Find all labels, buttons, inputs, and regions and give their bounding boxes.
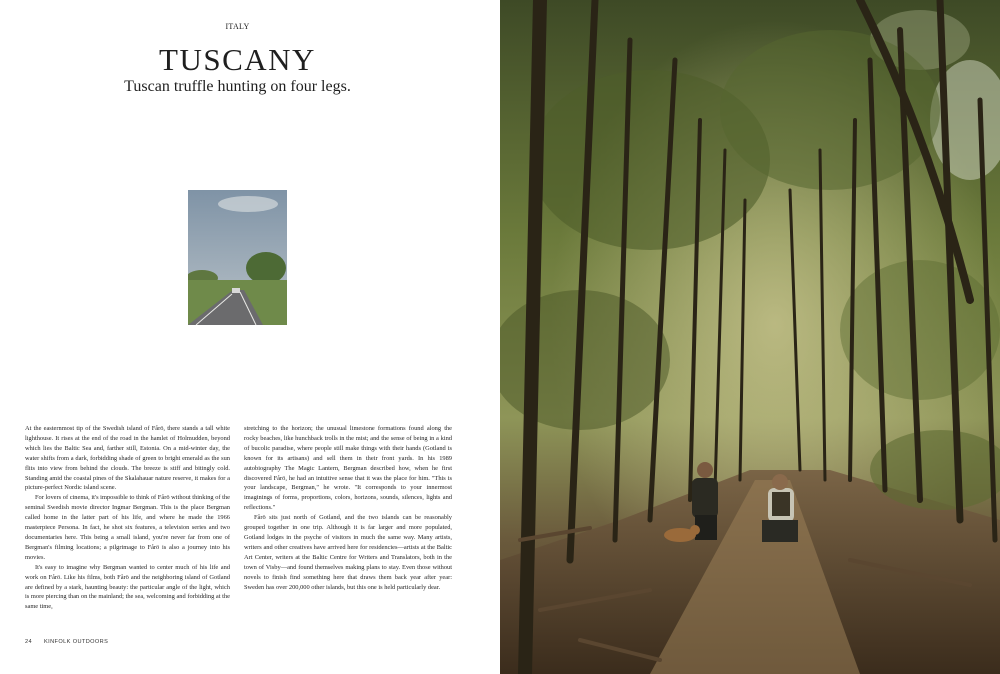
road-photo-image [188,190,287,325]
article-subtitle: Tuscan truffle hunting on four legs. [124,78,351,95]
forest-photo [500,0,1000,674]
article-column-2 [244,424,452,592]
article-title: TUSCANY [159,42,316,77]
section-kicker: ITALY [225,22,250,31]
paragraph: For lovers of cinema, it's impossible to think of Fårö without thinking of the seminal Swedish movie director Ingmar Bergman. This is the place Bergman called home in the latter part of his life, and where he made the 1966 masterpiece Persona. In fact, he shot six features, a television series and two documentaries here. This being a small island, you're never far from one of Bergman's filming locations; a pilgrimage to Fårö is also a journey into his movies. [25,494,230,561]
page-number: 24 [25,639,33,645]
paragraph: It's easy to imagine why Bergman wanted to center much of his life and work on Fårö. Like his films, both Fårö and the neighboring island of Gotland are defined by a stark, haunting beauty: the particular angle of the light, which is more piercing than on the mainland; the sea, welcoming and forbidding at the same time, [25,563,230,611]
magazine-section: KINFOLK OUTDOORS [44,639,109,645]
road-photo [188,190,287,325]
article-column-1 [25,424,230,612]
page-footer [25,639,118,645]
forest-photo-image [500,0,1000,674]
paragraph: Fårö sits just north of Gotland, and the two islands can be reasonably grouped together in one trip. Although it is far larger and more populated, Gotland lodges in the psyche of visitors in much the same way. Many artists, writers and other creatives have arrived here for residencies—artists at the Baltic Art Center, writers at the Baltic Centre for Writers and Translators, both in the town of Visby—and found themselves making plans to stay. Even those without novels to finish find something here that draws them back year after year: Sweden has over 200,000 other islands, but this one is held particularly dear. [244,514,452,591]
paragraph: stretching to the horizon; the unusual limestone formations found along the rocky beaches, like hunchback trolls in the mist; and the sense of being in a kind of bucolic paradise, where people still make things with their hands (Gotland is known for its artisans) and sell them in their front yards. In his 1989 autobiography The Magic Lantern, Bergman described how, when he first discovered Fårö, he had an intuitive sense that it was the place for him. "This is your landscape, Bergman," he wrote. "It corresponds to your innermost imaginings of forms, proportions, colors, horizons, sounds, silences, lights and reflections." [244,425,452,512]
paragraph: At the easternmost tip of the Swedish island of Fårö, there stands a tall white lighthouse. It rises at the end of the road in the hamlet of Holmudden, beyond which lies the Baltic Sea and, farther still, Estonia. On a mid-winter day, the water shifts from a dark, forbidding shade of green to bright emerald as the sun flits into view from behind the clouds. The breeze is stiff and bitingly cold. Standing amid the coastal pines of the Skalahauar nature reserve, it makes for a picture-perfect Nordic island scene. [25,425,230,492]
